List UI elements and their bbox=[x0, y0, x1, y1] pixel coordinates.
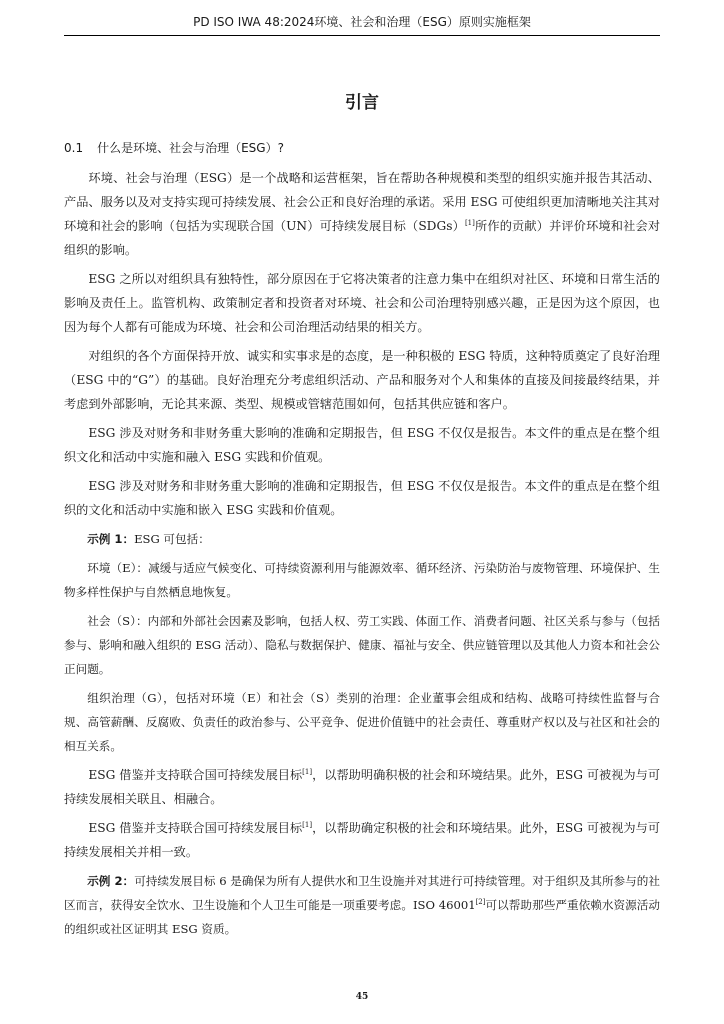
example-1-environment: 环境（E）：减缓与适应气候变化、可持续资源利用与能源效率、循环经济、污染防治与废物管理、环境保护、生物多样性保护与自然栖息地恢复。 bbox=[64, 561, 660, 599]
reference-marker: [1] bbox=[302, 820, 313, 829]
paragraph-text: 环境、社会与治理（ESG）是一个战略和运营框架，旨在帮助各种规模和类型的组织实施并报告其活动、产品、服务以及对支持实现可持续发展、社会公正和良好治理的承诺。采用 ESG 可使组织更加清晰地关注其对环境和社会的影响（包括为实现联合国（UN）可持续发展目标（SDGs） bbox=[64, 171, 660, 233]
paragraph-esg-definition bbox=[64, 166, 660, 262]
example-text: 可以帮助那些严重依赖水资源活动的组织或社区证明其 ESG 资质。 bbox=[64, 898, 660, 936]
reference-marker: [1] bbox=[464, 218, 475, 227]
page-title: 引言 bbox=[345, 93, 379, 113]
example-1-social: 社会（S）：内部和外部社会因素及影响，包括人权、劳工实践、体面工作、消费者问题、社区关系与参与（包括参与、影响和融入组织的 ESG 活动）、隐私与数据保护、健康、福祉与安全、供应链管理以及其他人力资本和社会公正问题。 bbox=[64, 614, 660, 676]
example-1-heading bbox=[64, 527, 660, 551]
paragraph-text: ESG 借鉴并支持联合国可持续发展目标 bbox=[88, 768, 303, 782]
section-heading bbox=[64, 136, 660, 160]
header-rule bbox=[64, 35, 660, 36]
example-intro: ESG 可包括： bbox=[134, 532, 210, 546]
paragraph-text: ，以帮助明确积极的社会和环境结果。此外，ESG 可被视为与可持续发展相关联且、相融合。 bbox=[64, 768, 661, 806]
paragraph-text: ESG 借鉴并支持联合国可持续发展目标 bbox=[88, 821, 303, 835]
example-text: 可持续发展目标 6 是确保为所有人提供水和卫生设施并对其进行可持续管理。对于组织及其所参与的社区而言，获得安全饮水、卫生设施和个人卫生可能是一项重要考虑。ISO 46001 bbox=[64, 874, 660, 912]
example-label: 示例 1： bbox=[87, 532, 135, 546]
body-content bbox=[64, 136, 660, 946]
paragraph-sdg-support bbox=[64, 763, 660, 811]
paragraph-good-governance: 对组织的各个方面保持开放、诚实和实事求是的态度，是一种积极的 ESG 特质，这种特质奠定了良好治理（ESG 中的“G”）的基础。良好治理充分考虑组织活动、产品和服务对个人和集体的直接及间接最终结果，并考虑到外部影响，无论其来源、类型、规模或管辖范围如何，包括其供应链和客户。 bbox=[64, 349, 660, 411]
section-number: 0.1 bbox=[64, 141, 84, 155]
section-title: 什么是环境、社会与治理（ESG）? bbox=[97, 141, 284, 155]
paragraph-esg-uniqueness: ESG 之所以对组织具有独特性，部分原因在于它将决策者的注意力集中在组织对社区、环境和日常生活的影响及责任上。监管机构、政策制定者和投资者对环境、社会和公司治理特别感兴趣，正是因为这个原因，也因为每个人都有可能成为环境、社会和公司治理活动结果的相关方。 bbox=[64, 272, 660, 334]
example-2 bbox=[64, 869, 660, 941]
reference-marker: [2] bbox=[475, 898, 486, 907]
paragraph-text: 所作的贡献）并评价环境和社会对组织的影响。 bbox=[64, 219, 661, 257]
paragraph-reporting: ESG 涉及对财务和非财务重大影响的准确和定期报告，但 ESG 不仅仅是报告。本文件的重点是在整个组织文化和活动中实施和融入 ESG 实践和价值观。 bbox=[64, 426, 660, 464]
example-label: 示例 2： bbox=[87, 874, 135, 888]
running-header: PD ISO IWA 48:2024环境、社会和治理（ESG）原则实施框架 bbox=[193, 15, 531, 29]
paragraph-text: ，以帮助确定积极的社会和环境结果。此外，ESG 可被视为与可持续发展相关并相一致。 bbox=[64, 821, 661, 859]
paragraph-reporting-alt: ESG 涉及对财务和非财务重大影响的准确和定期报告，但 ESG 不仅仅是报告。本文件的重点是在整个组织的文化和活动中实施和嵌入 ESG 实践和价值观。 bbox=[64, 479, 660, 517]
example-1-governance: 组织治理（G），包括对环境（E）和社会（S）类别的治理：企业董事会组成和结构、战略可持续性监督与合规、高管薪酬、反腐败、负责任的政治参与、公平竞争、促进价值链中的社会责任、尊重财产权以及与社区和社会的相互关系。 bbox=[64, 691, 660, 753]
page-number: 45 bbox=[355, 992, 369, 1002]
paragraph-sdg-support-alt bbox=[64, 816, 660, 864]
reference-marker: [1] bbox=[302, 767, 313, 776]
